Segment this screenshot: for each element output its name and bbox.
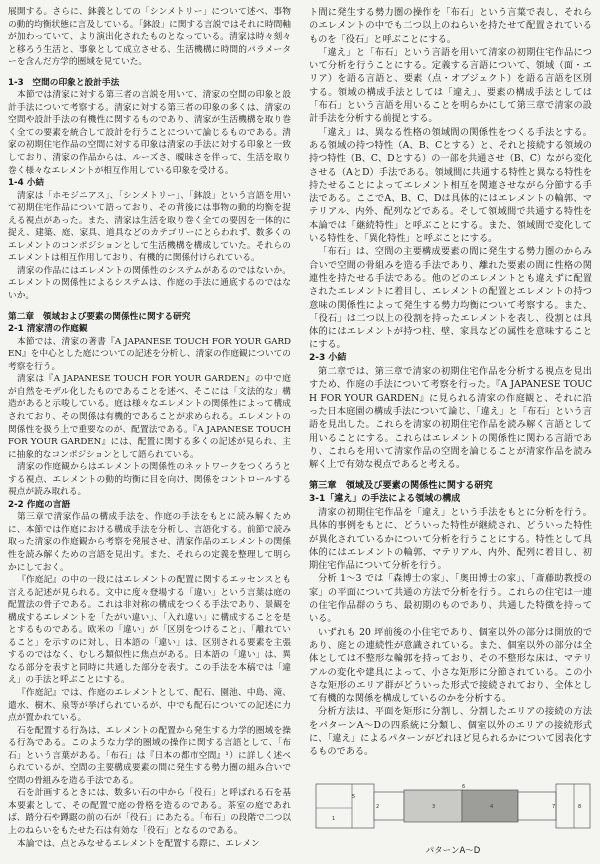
paragraph: 『作庭記』では、作庭のエレメントとして、配石、園池、中島、滝、遣水、樹木、泉等が挙げられているが、中でも配石についての記述に力点が置かれている。 bbox=[8, 687, 291, 724]
pattern-label: 1 bbox=[332, 816, 336, 822]
paragraph: 清家は「ホモジニアス」、「シンメトリー」、「鉢設」という言語を用いて初期住宅作品について語っており、その背後には事物の動的均衡を捉える視点があった。また、清家は生活を取り巻く全ての要因を一体的に捉え、建築、庭、家具、道具などのカテゴリーにとらわれず、数多くのエレメントのコンポジションとして生活機構を構成していた。それらのエレメントは相互作用しており、有機的に関係付けられている。 bbox=[8, 190, 291, 264]
paragraph: 本節では、清家の著書『A JAPANESE TOUCH FOR YOUR GARDEN』を中心とした庭についての記述を分析し、清家の作庭観についての考察を行う。 bbox=[8, 336, 291, 372]
pattern-figure bbox=[312, 768, 594, 856]
paragraph: 第二章では、第三章で清家の初期住宅作品を分析する視点を見出すため、作庭の手法について考察を行った。『A JAPANESE TOUCH FOR YOUR GARDEN』に見られる清家の作庭観と、それに沿った日本庭園の構成手法について論じ、「違え」と「布石」という言語を見出した。これらを清家の初期住宅作品を読み解く言語として用いることにする。これらはエレメントの関係性に関わる言語であり、これらを用いて清家作品の空間を論じることが清家作品を読み解く上で有効な視点であると考える。 bbox=[309, 366, 592, 471]
pattern-label: 8 bbox=[578, 804, 582, 810]
section-heading: 3-1「違え」の手法による領域の構成 bbox=[309, 493, 461, 504]
section-heading: 1-3 空間の印象と設計手法 bbox=[8, 77, 120, 88]
section-heading: 2-1 清家清の作庭観 bbox=[8, 324, 88, 335]
paragraph: 清家の作庭観からはエレメントの関係性のネットワークをつくろうとする視点、エレメントの動的均衡に目を向け、関係をコントロールする視点が読み取れる。 bbox=[8, 462, 291, 498]
left-column bbox=[8, 6, 291, 850]
pattern-label: 2 bbox=[376, 804, 380, 810]
paragraph: いずれも 20 坪前後の小住宅であり、個室以外の部分は開放的であり、庭との連続性が意識されている。また、個室以外の部分は全体としては不整形な輪郭を持っており、その不整形な床は、マテリアルの変化や建具によって、小さな矩形に分節されている。この小さな矩形のエリア群がどういった形式で接続されており、全体として有機的な関係を構成しているのかを分析する。 bbox=[309, 626, 592, 705]
pattern-label: 4 bbox=[490, 804, 494, 810]
paragraph: 本節では清家に対する第三者の言説を用いて、清家の空間の印象と設計手法について考察する。清家に対する第三者の印象の多くは、清家の空間や設計手法の有機性に関するものであり、清家が生活機構を取り巻く全ての要素を統合して設計を行うことについて論じるものである。清家の初期住宅作品の空間に対する印象は清家の手法に対する印象と一致しており、清家の作品からは、ルーズさ、曖昧さを伴って、生活を取り巻く様々なエレメントが相互作用している印象を受ける。 bbox=[8, 90, 291, 176]
section-heading: 2-2 作庭の言語 bbox=[8, 499, 71, 510]
paragraph: ト間に発生する勢力圏の操作を「布石」という言葉で表し、それらのエレメントの中でも二つ以上のねらいを持たせて配置されているものを「役石」と呼ぶことにする。 bbox=[309, 7, 592, 45]
paragraph: 石を配置する行為は、エレメントの配置から発生する力学的圏域を操る行為である。このような力学的圏域の操作に関する言語として、「布石」という言葉がある。「布石」は『日本の都市空間』¹）に詳しく述べられているが、空間の主要構成要素の間に発生する勢力圏の組み合いで空間の骨組みを造る手法である。 bbox=[8, 725, 291, 786]
paragraph: 分析 1〜3 では「森博士の家」、「奥田博士の家」、「斎藤助教授の家」の平面について共通の方法で分析を行う。これらの住宅は一連の住宅作品群のうち、最初期のものであり、共通した特徴を持っている。 bbox=[309, 573, 592, 625]
figure-caption: パターンA〜D bbox=[425, 846, 481, 856]
section-heading: 1-4 小結 bbox=[8, 178, 45, 189]
paragraph: 「布石」は、空間の主要構成要素の間に発生する勢力圏のからみ合いで空間の骨組みを造る手法であり、離れた要素の間に性格の関連性を持たせる手法である。他のどのエレメントとも違えずに配置されたエレメントに着目し、エレメントの配置とエレメントの持つ意味の関係性によって発生する勢力均衡について考察する。また、「役石」は二つ以上の役割を持ったエレメントを表し、役割とは具体的にはエレメントが持つ柱、壁、家具などの属性を意味することにする。 bbox=[309, 246, 592, 351]
pattern-label: 5 bbox=[352, 794, 356, 800]
paragraph: 第三章で清家作品の構成手法を、作庭の手法をもとに読み解くために、本節では作庭における構成手法を分析し、言語化する。前節で読み取った清家の作庭観から考察を発展させ、清家作品のエレメントの関係性を読み解くための言語を見出す。また、それらの定義を整理して明らかにしておく。 bbox=[8, 512, 291, 573]
pattern-label: 7 bbox=[552, 804, 556, 810]
pattern-frame-left bbox=[316, 784, 374, 828]
paragraph: 石を計画するときには、数多い石の中から「役石」と呼ばれる石を基本要素として、その配置で庭の骨格を造るのである。茶室の庭であれば、踏分石や蹲踞の前の石が「役石」にあたる。「布石」の段階で二つ以上のねらいをもたせた石は有効な「役石」となるのである。 bbox=[8, 788, 291, 836]
paragraph: 分析方法は、平面を矩形に分割し、分割したエリアの接続の方法をパターンA〜Dの四系統に分類し、個室以外のエリアの接続形式に、「違え」によるパターンがどれほど見られるかについて図表化するものである。 bbox=[309, 706, 592, 758]
right-column bbox=[309, 6, 592, 759]
paragraph: 展開する。さらに、鉢義としての「シンメトリー」について述べ、事物の動的均衡状態に言及している。「鉢設」に関する言説ではそれに時間軸が加わっていて、より演出化されたものとなっている。清家は時々刻々と移ろう生活と、事象として成立させる、生活機構に時間的パラメーターを含んだ方学的圏域を見ていた。 bbox=[8, 7, 291, 68]
paragraph: 『作庭記』の中の一段にはエレメントの配置に関するエッセンスとも言える記述が見られる。文中に度々登場する「違い」という言葉は庭の配置法の骨子である。これは非対称の構成をつくる手法であり、景観を構成するエレメントを「たがい違い」、「入れ違い」に構成することを是とするものである。欧米の「違い」が「区別をつけること」、「離れていること」を示すのに対し、日本語の「違い」は、区別される要素を主張するのではなく、むしろ類似性に焦点がある。日本語の「違い」は、異なる部分を表すと同時に共通した部分を表す。この手法を本稿では「違え」の手法と呼ぶことにする。 bbox=[8, 575, 291, 686]
paragraph: 「違え」は、異なる性格の領域間の関係性をつくる手法とする。ある領域の持つ特性（A、B、Cとする）と、それと接続する領域の持つ特性（B、C、Dとする）の一部を共通させ（B、C）ながら変化させる（AとD）手法である。領域間に共通する特性と異なる特性を持たせることによってエレメント相互を関連させながら分節する手法である。ここでA、B、C、Dは具体的にはエレメントの輪郭、マテリアル、内外、配列などである。そして領域間で共通する特性を本論では「継続特性」と呼ぶことにする。また、領域間で変化している特性を、「異化特性」と呼ぶことにする。 bbox=[309, 126, 592, 245]
section-heading: 第二章 領域および要素の関係性に関する研究 bbox=[8, 311, 191, 322]
section-heading: 第三章 領域及び要素の関係性に関する研究 bbox=[309, 480, 493, 492]
pattern-label: 6 bbox=[462, 784, 466, 790]
pattern-block-right bbox=[518, 792, 556, 820]
section-heading: 2-3 小結 bbox=[309, 352, 347, 363]
paragraph: 本論では、点とみなせるエレメントを配置する際に、エレメン bbox=[17, 838, 260, 849]
pattern-frame-right bbox=[556, 784, 590, 828]
paragraph: 清家は『A JAPANESE TOUCH FOR YOUR GARDEN』の中で庭が自然をモデル化したものであることを述べ、そこには「文法的な」構造があると示唆している。庭は様々なエレメントの関係性によって構成されており、その関係は有機的であることが求められる。エレメントの関係性を扱う上で重要なのが、配置法である。『A JAPANESE TOUCH FOR YOUR GARDEN』には、配置に関する多くの記述が見られ、主に抽象的なコンポジションとして語られている。 bbox=[8, 374, 291, 460]
pattern-label: 3 bbox=[432, 804, 436, 810]
paragraph: 清家の初期住宅作品を「違え」という手法をもとに分析を行う。具体的事例をもとに、どういった特性が継続され、どういった特性が異化されているかについて分析を行うことにする。特性として具体的にはエレメントの輪郭、マテリアル、内外、配列に着目し、初期住宅作品について分析を行う。 bbox=[309, 506, 592, 572]
paragraph: 清家の作品にはエレメントの関係性のシステムがあるのではないか。エレメントの関係性によるシステムは、作庭の手法に通底するのではないか。 bbox=[8, 265, 291, 302]
pattern-diagram bbox=[312, 768, 594, 842]
paragraph: 「違え」と「布石」という言語を用いて清家の初期住宅作品について分析を行うことにする。定義する言語について、領域（面・エリア）を語る言語と、要素（点・オブジェクト）を語る言語を区別する。領域の構成手法としては「違え」、要素の構成手法としては「布石」という言語を用いることを明らかにして第三章で清家の設計手法を分析する前提とする。 bbox=[309, 46, 592, 125]
